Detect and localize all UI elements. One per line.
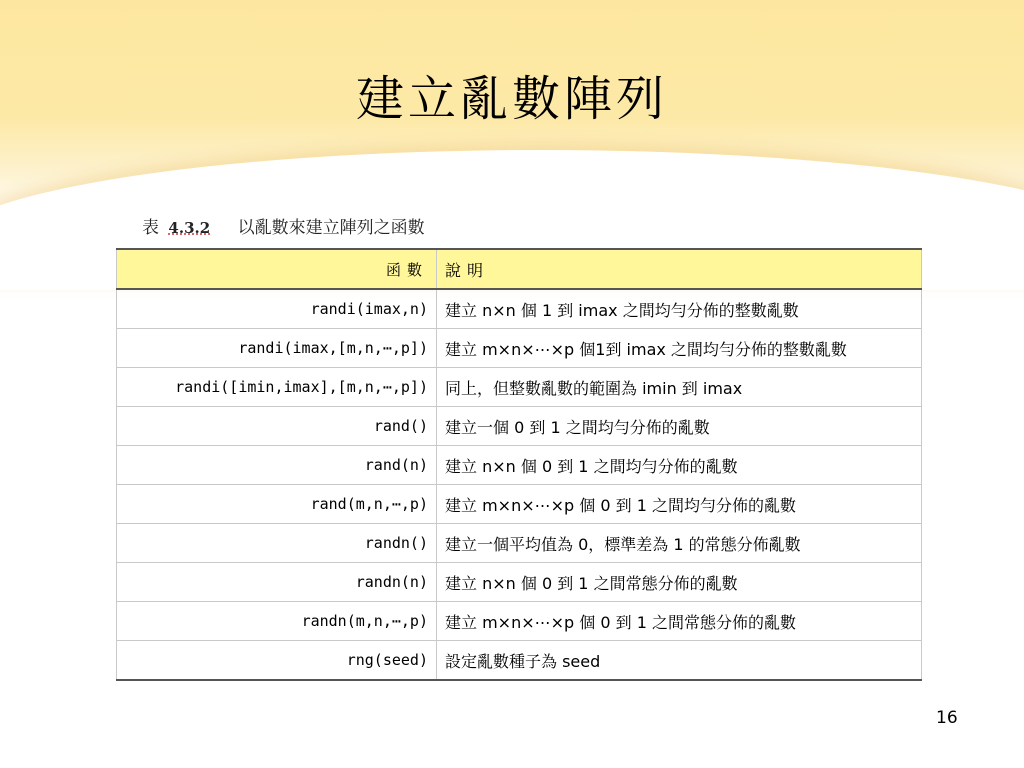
table-row	[117, 563, 922, 602]
table-caption	[142, 213, 425, 238]
description-cell: 建立一個平均值為 0，標準差為 1 的常態分佈亂數	[437, 524, 922, 563]
function-table	[116, 248, 922, 681]
caption-text: 以亂數來建立陣列之函數	[237, 218, 425, 238]
table-row	[117, 485, 922, 524]
table-row	[117, 602, 922, 641]
page-number: 16	[936, 708, 958, 728]
table-row	[117, 641, 922, 681]
header-description: 說明	[437, 249, 922, 289]
function-cell: randn(m,n,⋯,p)	[117, 602, 437, 641]
function-cell: rand()	[117, 407, 437, 446]
description-cell: 建立 n×n 個 0 到 1 之間均勻分佈的亂數	[437, 446, 922, 485]
header-function: 函數	[117, 249, 437, 289]
table-row	[117, 368, 922, 407]
function-cell: randi(imax,[m,n,⋯,p])	[117, 329, 437, 368]
description-cell: 設定亂數種子為 seed	[437, 641, 922, 681]
description-cell: 建立 m×n×⋯×p 個 0 到 1 之間常態分佈的亂數	[437, 602, 922, 641]
description-cell: 同上，但整數亂數的範圍為 imin 到 imax	[437, 368, 922, 407]
description-cell: 建立 m×n×⋯×p 個 0 到 1 之間均勻分佈的亂數	[437, 485, 922, 524]
table-row	[117, 524, 922, 563]
table-row	[117, 446, 922, 485]
function-cell: randn(n)	[117, 563, 437, 602]
function-cell: rng(seed)	[117, 641, 437, 681]
slide-title: 建立亂數陣列	[355, 71, 668, 127]
description-cell: 建立 n×n 個 1 到 imax 之間均勻分佈的整數亂數	[437, 289, 922, 329]
function-cell: rand(n)	[117, 446, 437, 485]
function-cell: randi(imax,n)	[117, 289, 437, 329]
description-cell: 建立 n×n 個 0 到 1 之間常態分佈的亂數	[437, 563, 922, 602]
table-row	[117, 289, 922, 329]
table-header-row	[117, 249, 922, 289]
function-cell: randi([imin,imax],[m,n,⋯,p])	[117, 368, 437, 407]
table-row	[117, 329, 922, 368]
caption-number: 4.3.2	[168, 219, 211, 237]
function-cell: rand(m,n,⋯,p)	[117, 485, 437, 524]
description-cell: 建立一個 0 到 1 之間均勻分佈的亂數	[437, 407, 922, 446]
table-row	[117, 407, 922, 446]
caption-prefix: 表	[142, 218, 159, 238]
description-cell: 建立 m×n×⋯×p 個1到 imax 之間均勻分佈的整數亂數	[437, 329, 922, 368]
function-cell: randn()	[117, 524, 437, 563]
